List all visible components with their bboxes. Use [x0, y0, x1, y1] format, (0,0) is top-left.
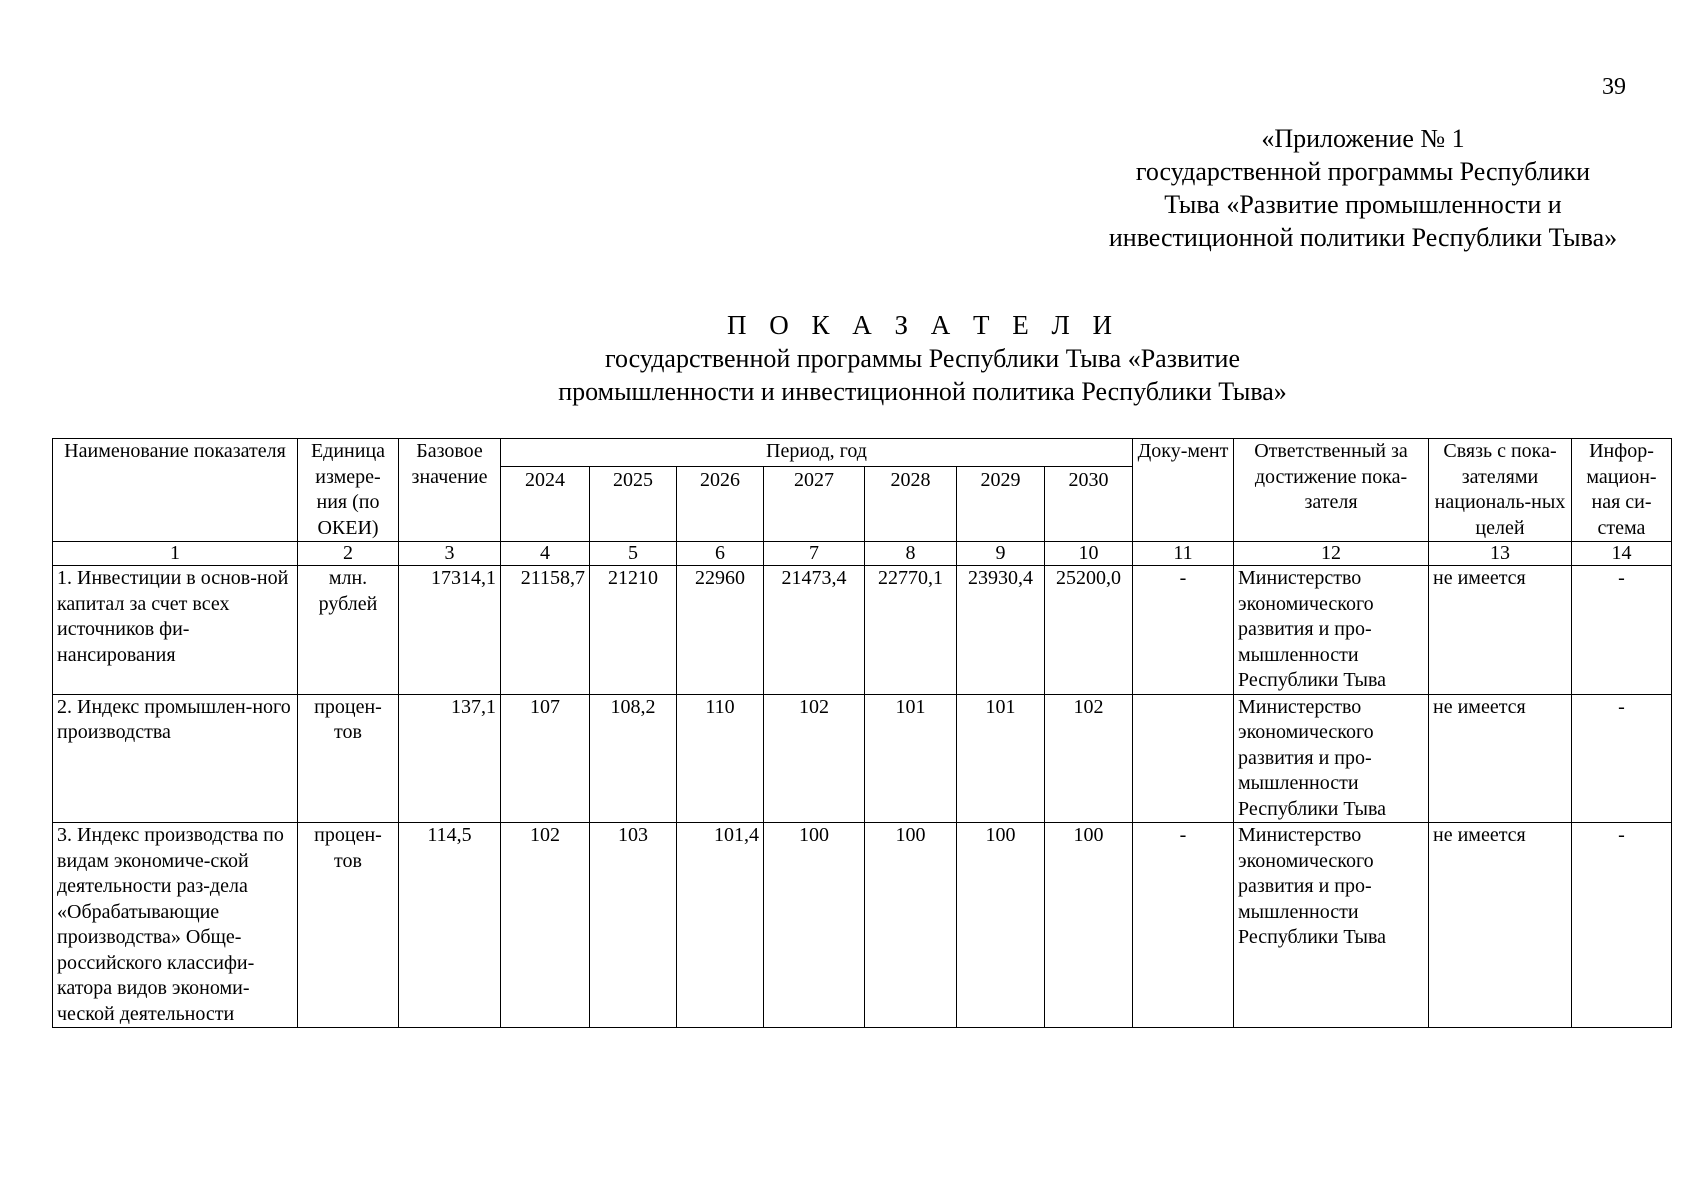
column-number: 2	[298, 542, 399, 566]
appendix-line: государственной программы Республики	[1135, 157, 1591, 186]
indicator-document: -	[1133, 566, 1234, 695]
column-number: 5	[590, 542, 677, 566]
header-document: Доку-мент	[1133, 439, 1234, 542]
header-year: 2030	[1045, 467, 1133, 542]
column-number: 14	[1572, 542, 1672, 566]
indicator-base-value: 137,1	[399, 694, 501, 823]
header-period: Период, год	[501, 439, 1133, 467]
column-number: 10	[1045, 542, 1133, 566]
indicator-year-value: 25200,0	[1045, 566, 1133, 695]
column-number: 6	[677, 542, 764, 566]
header-year: 2025	[590, 467, 677, 542]
column-number: 3	[399, 542, 501, 566]
document-subtitle-line: промышленности и инвестиционной политика Республики Тыва»	[558, 377, 1287, 406]
indicator-unit: процен-тов	[298, 694, 399, 823]
indicator-responsible: Министерство экономического развития и про-мышленности Республики Тыва	[1234, 823, 1429, 1028]
indicator-name: 2. Индекс промышлен-ного производства	[53, 694, 298, 823]
indicator-year-value: 102	[1045, 694, 1133, 823]
column-number: 1	[53, 542, 298, 566]
indicator-year-value: 22770,1	[865, 566, 957, 695]
indicator-name: 3. Индекс производства по видам экономиче-ской деятельности раз-дела «Обрабатывающие производства» Обще-российского классифи-катора видов экономи-ческой деятельности	[53, 823, 298, 1028]
indicator-year-value: 103	[590, 823, 677, 1028]
indicator-year-value: 22960	[677, 566, 764, 695]
header-unit: Единица измере-ния (по ОКЕИ)	[298, 439, 399, 542]
header-year: 2028	[865, 467, 957, 542]
indicator-year-value: 108,2	[590, 694, 677, 823]
table-row	[53, 823, 1672, 1028]
indicator-year-value: 21210	[590, 566, 677, 695]
indicator-year-value: 101	[957, 694, 1045, 823]
indicator-responsible: Министерство экономического развития и про-мышленности Республики Тыва	[1234, 694, 1429, 823]
appendix-line: Тыва «Развитие промышленности и	[1164, 190, 1562, 219]
indicator-year-value: 100	[865, 823, 957, 1028]
indicator-year-value: 23930,4	[957, 566, 1045, 695]
indicator-year-value: 21473,4	[764, 566, 865, 695]
indicator-year-value: 101	[865, 694, 957, 823]
appendix-note	[1063, 122, 1663, 254]
indicator-national-goals-link: не имеется	[1429, 823, 1572, 1028]
column-number: 9	[957, 542, 1045, 566]
header-responsible: Ответственный за достижение пока-зателя	[1234, 439, 1429, 542]
indicator-national-goals-link: не имеется	[1429, 694, 1572, 823]
indicator-info-system: -	[1572, 566, 1672, 695]
header-national-goals-link: Связь с пока-зателями националь-ных целей	[1429, 439, 1572, 542]
header-info-system: Инфор-мацион-ная си-стема	[1572, 439, 1672, 542]
indicator-info-system: -	[1572, 694, 1672, 823]
indicator-document	[1133, 694, 1234, 823]
column-number: 7	[764, 542, 865, 566]
header-name: Наименование показателя	[53, 439, 298, 542]
indicator-year-value: 102	[501, 823, 590, 1028]
table-row	[53, 566, 1672, 695]
column-number: 12	[1234, 542, 1429, 566]
header-year: 2029	[957, 467, 1045, 542]
header-year: 2024	[501, 467, 590, 542]
indicator-national-goals-link: не имеется	[1429, 566, 1572, 695]
column-number: 4	[501, 542, 590, 566]
indicator-year-value: 102	[764, 694, 865, 823]
column-number: 13	[1429, 542, 1572, 566]
indicator-year-value: 100	[957, 823, 1045, 1028]
header-year: 2026	[677, 467, 764, 542]
header-base: Базовое значение	[399, 439, 501, 542]
table-row	[53, 694, 1672, 823]
header-row	[53, 439, 1672, 467]
indicator-info-system: -	[1572, 823, 1672, 1028]
indicators-table	[52, 438, 1672, 1028]
indicator-name: 1. Инвестиции в основ-ной капитал за счет всех источников фи-нансирования	[53, 566, 298, 695]
indicator-year-value: 101,4	[677, 823, 764, 1028]
column-number-row	[53, 542, 1672, 566]
indicator-unit: процен-тов	[298, 823, 399, 1028]
indicator-year-value: 107	[501, 694, 590, 823]
indicator-base-value: 17314,1	[399, 566, 501, 695]
page-number: 39	[1602, 74, 1626, 100]
appendix-line: «Приложение № 1	[1261, 124, 1465, 153]
column-number: 11	[1133, 542, 1234, 566]
indicator-year-value: 100	[1045, 823, 1133, 1028]
indicator-unit: млн. рублей	[298, 566, 399, 695]
appendix-line: инвестиционной политики Республики Тыва»	[1108, 223, 1618, 252]
indicator-year-value: 100	[764, 823, 865, 1028]
column-number: 8	[865, 542, 957, 566]
title-block	[0, 308, 1697, 408]
header-year: 2027	[764, 467, 865, 542]
indicator-document: -	[1133, 823, 1234, 1028]
indicator-responsible: Министерство экономического развития и про-мышленности Республики Тыва	[1234, 566, 1429, 695]
document-title: П О К А З А Т Е Л И	[726, 310, 1121, 340]
indicator-year-value: 110	[677, 694, 764, 823]
indicator-year-value: 21158,7	[501, 566, 590, 695]
indicator-base-value: 114,5	[399, 823, 501, 1028]
document-subtitle-line: государственной программы Республики Тыва «Развитие	[604, 344, 1241, 373]
